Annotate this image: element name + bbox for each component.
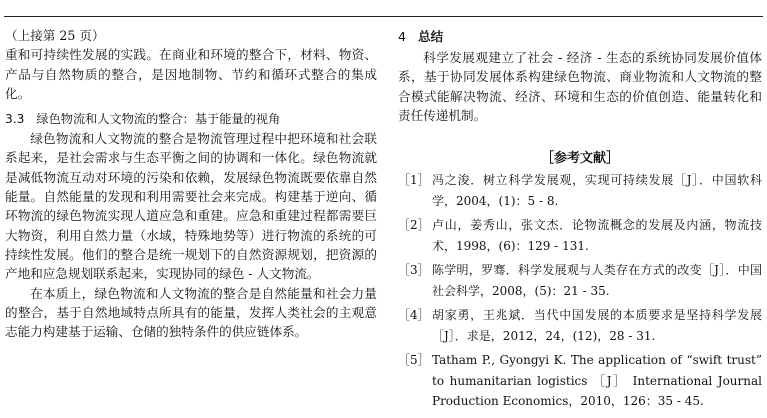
section-number: 4 bbox=[398, 29, 407, 44]
references-title: ［参考文献］ bbox=[540, 151, 619, 167]
references-list bbox=[398, 170, 762, 412]
reference-item bbox=[398, 170, 762, 211]
reference-index: ［5］ bbox=[398, 353, 430, 368]
paragraph-continued: 重和可持续性发展的实践。在商业和环境的整合下，材料、物资、产品与自然物质的整合，是因地制物、节约和循环式整合的集成化。 bbox=[5, 47, 377, 101]
reference-index: ［4］ bbox=[398, 308, 430, 323]
header-rule bbox=[4, 16, 763, 17]
left-column bbox=[5, 26, 377, 341]
section-title: 绿色物流和人文物流的整合：基于能量的视角 bbox=[36, 112, 281, 127]
reference-text: 卢山，姜秀山，张文杰．论物流概念的发展及内涵，物流技术，1998，(6)：129 - 131. bbox=[432, 218, 762, 253]
paragraph-essence: 在本质上，绿色物流和人文物流的整合是自然能量和社会力量的整合，基于自然地域特点所具有的能量，发挥人类社会的主观意志能力构建基于运输、仓储的独特条件的供应链体系。 bbox=[5, 285, 377, 340]
reference-item bbox=[398, 260, 762, 301]
section-3-3-heading bbox=[5, 109, 377, 129]
reference-index: ［3］ bbox=[398, 263, 430, 278]
reference-index: ［2］ bbox=[398, 218, 430, 233]
reference-item bbox=[398, 215, 762, 256]
section-4-heading bbox=[398, 26, 762, 48]
reference-item bbox=[398, 305, 762, 346]
reference-text: 胡家勇，王兆斌．当代中国发展的本质要求是坚持科学发展［J］．求是，2012，24，(12)，28 - 31. bbox=[432, 308, 762, 343]
section-number: 3.3 bbox=[5, 112, 25, 127]
right-column bbox=[398, 26, 762, 416]
conclusion-paragraph: 科学发展观建立了社会 - 经济 - 生态的系统协同发展价值体系，基于协同发展体系构建绿色物流、商业物流和人文物流的整合模式能解决物流、经济、环境和生态的价值创造、能量转化和责任传递机制。 bbox=[398, 50, 762, 123]
reference-text: Tatham P., Gyongyi K. The application of “swift trust” to humanitarian logistics ［J］ International Journal Production Economics，2010，126：35 - 45. bbox=[432, 353, 762, 409]
paragraph-green-humanitarian: 绿色物流和人文物流的整合是物流管理过程中把环境和社会联系起来，是社会需求与生态平衡之间的协调和一体化。绿色物流就是减低物流互动对环境的污染和依赖，发展绿色物流既要依靠自然能量。自然能量的发现和利用需要社会来完成。构建基于逆向、循环物流的绿色物流实现人道应急和重建。应急和重建过程都需要巨大物资，利用自然力量（水域，特殊地势等）进行物流的系统的可持续性发展。他们的整合是统一规划下的自然资源规划，把资源的产地和应急规划联系起来，实现协同的绿色 - 人文物流。 bbox=[5, 131, 377, 282]
continued-note: （上接第 25 页） bbox=[5, 28, 105, 43]
section-title: 总结 bbox=[418, 29, 444, 44]
reference-item bbox=[398, 350, 762, 412]
reference-text: 冯之浚．树立科学发展观，实现可持续发展［J］．中国软科学，2004，(1)：5 - 8. bbox=[432, 173, 762, 208]
reference-index: ［1］ bbox=[398, 173, 430, 188]
reference-text: 陈学明，罗骞．科学发展观与人类存在方式的改变［J］．中国社会科学，2008，(5)：21 - 35. bbox=[432, 263, 762, 298]
